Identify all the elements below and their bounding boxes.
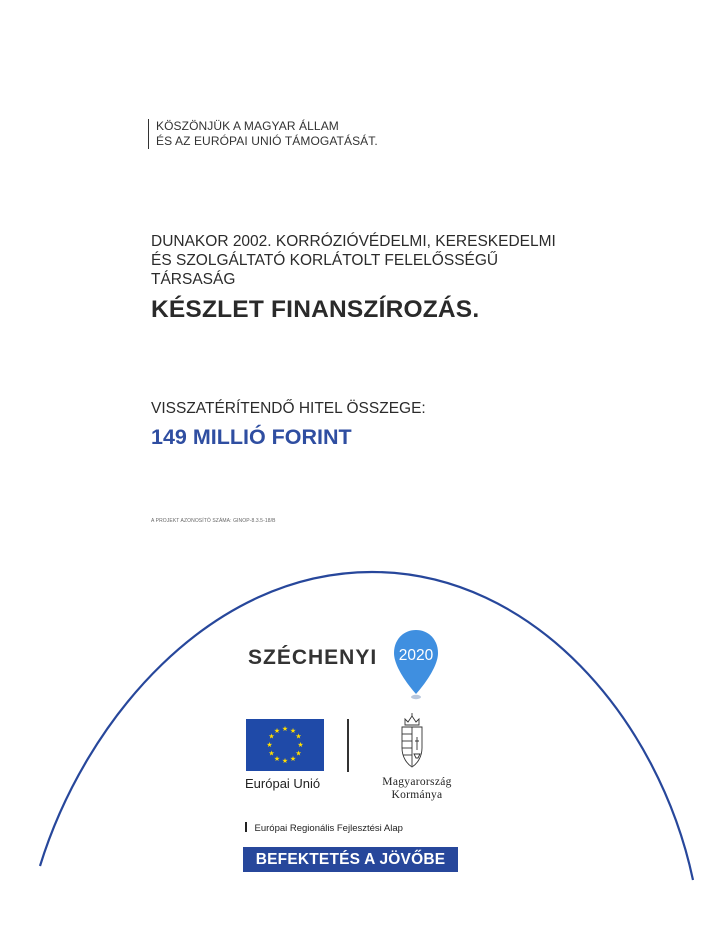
szechenyi-pin-icon — [392, 628, 440, 702]
company-line-2: ÉS SZOLGÁLTATÓ KORLÁTOLT FELELŐSSÉGŰ — [151, 252, 499, 269]
government-label — [369, 776, 465, 802]
svg-text:★: ★ — [281, 725, 289, 733]
svg-text:★: ★ — [273, 727, 281, 735]
invest-banner: BEFEKTETÉS A JÖVŐBE — [243, 847, 458, 872]
company-line-1: DUNAKOR 2002. KORRÓZIÓVÉDELMI, KERESKEDELMI — [151, 233, 556, 250]
szechenyi-wordmark: SZÉCHENYI — [248, 646, 378, 669]
eu-label: Európai Unió — [245, 776, 321, 791]
hungarian-coat-of-arms-icon — [397, 712, 427, 770]
government-line-1: Magyarország — [382, 776, 452, 788]
government-line-2: Kormánya — [391, 789, 443, 801]
svg-text:★: ★ — [295, 732, 302, 741]
eu-flag-icon — [246, 719, 324, 771]
svg-text:★: ★ — [268, 732, 275, 741]
fund-text: Európai Regionális Fejlesztési Alap — [254, 823, 403, 834]
company-line-3: TÁRSASÁG — [151, 271, 236, 288]
svg-text:★: ★ — [297, 741, 304, 749]
svg-text:★: ★ — [289, 727, 297, 735]
svg-text:★: ★ — [268, 749, 275, 758]
loan-amount: 149 MILLIÓ FORINT — [151, 425, 352, 449]
fund-label — [245, 822, 403, 834]
loan-label: VISSZATÉRÍTENDŐ HITEL ÖSSZEGE: — [151, 400, 426, 417]
svg-text:★: ★ — [273, 755, 281, 763]
svg-text:★: ★ — [295, 749, 302, 758]
logo-divider — [347, 719, 349, 772]
svg-text:★: ★ — [289, 755, 297, 763]
fund-bar — [245, 822, 247, 832]
svg-text:★: ★ — [281, 757, 289, 765]
szechenyi-year: 2020 — [398, 647, 434, 664]
thanks-line-1: KÖSZÖNJÜK A MAGYAR ÁLLAM — [156, 119, 339, 133]
thanks-line-2: ÉS AZ EURÓPAI UNIÓ TÁMOGATÁSÁT. — [156, 134, 378, 148]
project-title: KÉSZLET FINANSZÍROZÁS. — [151, 296, 480, 323]
svg-text:★: ★ — [266, 741, 273, 749]
project-id: A PROJEKT AZONOSÍTÓ SZÁMA: GINOP-8.3.5-18/B — [151, 518, 276, 524]
